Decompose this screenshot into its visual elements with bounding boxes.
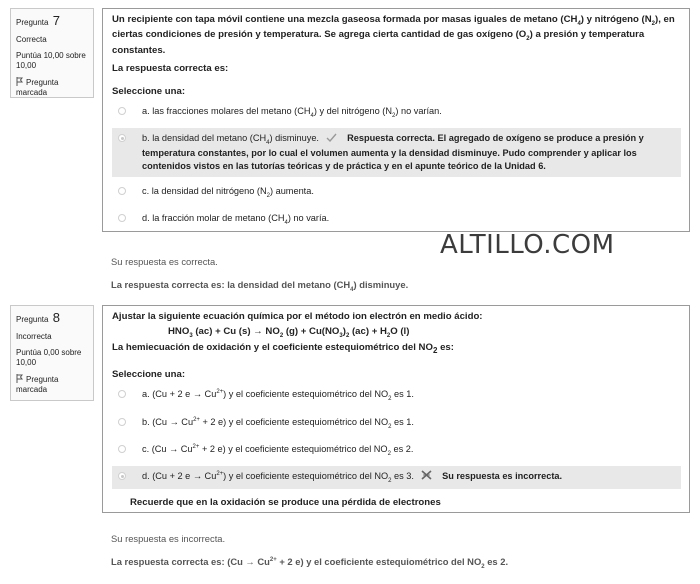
question-7-outcome [111,256,408,294]
option-feedback: Respuesta correcta. El agregado de oxígeno se produce a presión y temperatura constantes, por lo cual el volumen aumenta y la densidad disminuye. Pudo comprender y aplicar los contenidos vistos en las tutorías teóricas y de práctica y en el apunte teórico de la Unidad 6. [142,133,644,172]
cross-icon [421,470,432,480]
flag-question-link[interactable]: Pregunta marcada [16,78,59,98]
answer-option-a[interactable]: a. las fracciones molares del metano $(CH_4)$ y del nitrógeno $(N_2)$ no varían. [112,101,681,124]
question-7-content [102,8,690,232]
watermark: ALTILLO.COM [440,230,615,260]
radio-d[interactable] [118,214,126,222]
question-grade: Puntúa 10,00 sobre 10,00 [16,51,86,71]
question-8-info [10,305,94,401]
question-text: Ajustar la siguiente ecuación química por el método ion electrón en medio ácido: [112,311,483,322]
question-prompt: La respuesta correcta es: [112,63,229,75]
radio-b[interactable] [118,134,126,142]
question-prompt: La hemiecuación de oxidación y el coeficiente estequiométrico del $NO_2$ es: [112,342,454,356]
flag-icon [16,77,23,86]
radio-d[interactable] [118,472,126,480]
radio-c[interactable] [118,445,126,453]
question-number: Pregunta 7 [16,13,60,28]
general-feedback: Su respuesta es incorrecta. [111,533,226,544]
radio-a[interactable] [118,107,126,115]
answer-option-b[interactable]: b. la densidad del metano $(CH_4)$ disminuye. Respuesta correcta. El agregado de oxígeno se produce a presión y temperatura constantes, por lo cual el volumen aumenta y la densidad disminuye. Pudo comprender y aplicar los contenidos vistos en las tutorías teóricas y de práctica y en el apunte teórico de la Unidad 6. [112,128,681,177]
answer-option-d[interactable]: d. la fracción molar de metano $(CH_4)$ no varía. [112,208,681,231]
flag-icon [16,374,23,383]
radio-a[interactable] [118,390,126,398]
question-number: Pregunta 8 [16,310,60,325]
right-answer: La respuesta correcta es: ($Cu \to Cu^{2+} + 2$ e) y el coeficiente estequiométrico del $NO_2$ es 2. [111,555,509,570]
select-label: Seleccione una: [112,86,186,98]
general-feedback: Su respuesta es correcta. [111,256,218,267]
answer-option-c[interactable]: c. ($Cu \to Cu^{2+} + 2$ e) y el coeficiente estequiométrico del $NO_2$ es 2. [112,439,681,462]
answer-option-c[interactable]: c. la densidad del nitrógeno $(N_2)$ aumenta. [112,181,681,204]
answer-option-a[interactable]: a. (Cu + 2 $e \to Cu^{2+}$) y el coeficiente estequiométrico del $NO_2$ es 1. [112,384,681,407]
chemical-equation: $HNO_3$ (ac) + Cu $(s) \to NO_2$ $(g) + Cu(NO_3)_2$ $(ac) + H_2O$ (l) [168,326,410,340]
question-8-outcome [111,533,508,571]
answer-option-d[interactable]: d. (Cu + 2 $e \to Cu^{2+}$) y el coeficiente estequiométrico del $NO_2$ es 3. Su respuesta es incorrecta. [112,466,681,489]
question-state: Incorrecta [16,332,52,342]
question-7-info [10,8,94,98]
option-feedback: Su respuesta es incorrecta. [442,471,563,482]
check-icon [326,133,337,142]
radio-c[interactable] [118,187,126,195]
right-answer: La respuesta correcta es: la densidad del metano $(CH_4)$ disminuye. [111,278,409,293]
question-grade: Puntúa 0,00 sobre 10,00 [16,348,82,368]
specific-feedback: Recuerde que en la oxidación se produce una pérdida de electrones [130,497,441,509]
radio-b[interactable] [118,418,126,426]
select-label: Seleccione una: [112,369,186,381]
question-8-content [102,305,690,513]
question-state: Correcta [16,35,47,45]
flag-question-link[interactable]: Pregunta marcada [16,375,59,395]
question-text: Un recipiente con tapa móvil contiene una mezcla gaseosa formada por masas iguales de metano $(CH_4)$ y nitrógeno $(N_2)$, en ciertas condiciones de presión y temperatura. Se agrega cierta cantidad de gas oxígeno $(O_2)$ a presión y temperatura constantes. [112,14,675,56]
answer-option-b[interactable]: b. ($Cu \to Cu^{2+} + 2$ e) y el coeficiente estequiométrico del $NO_2$ es 1. [112,412,681,435]
